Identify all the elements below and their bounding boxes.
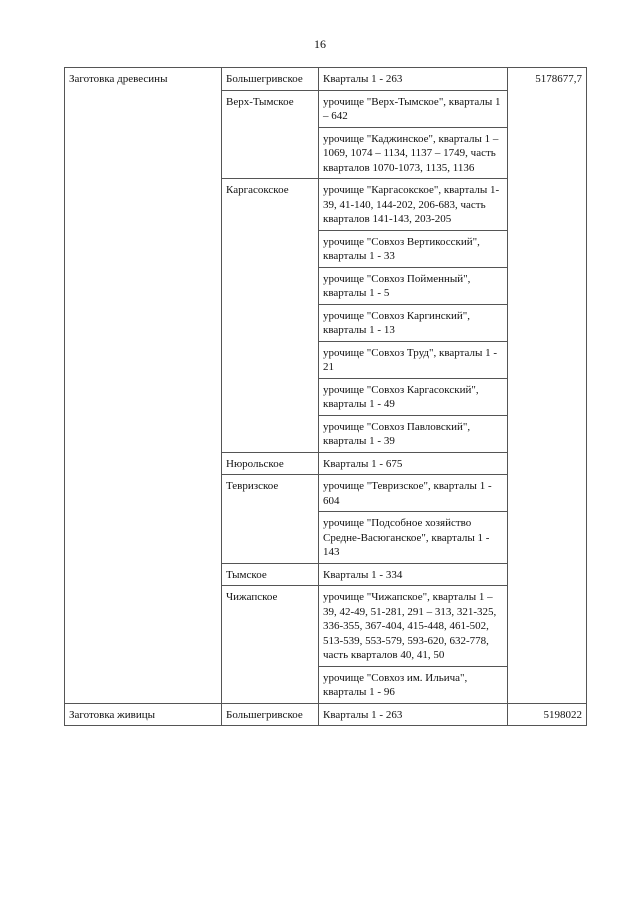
location-cell: урочище "Совхоз Пойменный", кварталы 1 - 5 [319,267,508,304]
location-cell: урочище "Верх-Тымское", кварталы 1 – 642 [319,90,508,127]
forestry-cell: Каргасокское [222,179,319,453]
location-cell: Кварталы 1 - 675 [319,452,508,475]
activity-cell: Заготовка древесины [65,68,222,704]
forestry-cell: Тевризское [222,475,319,564]
activity-cell: Заготовка живицы [65,703,222,726]
location-cell: урочище "Совхоз Каргасокский", кварталы 1 - 49 [319,378,508,415]
forest-use-table [64,67,587,726]
location-cell: урочище "Тевризское", кварталы 1 - 604 [319,475,508,512]
location-cell: урочище "Чижапское", кварталы 1 – 39, 42-49, 51-281, 291 – 313, 321-325, 336-355, 367-404, 415-448, 461-502, 513-539, 553-579, 593-620, 632-778, часть кварталов 40, 41, 50 [319,586,508,667]
forestry-cell: Верх-Тымское [222,90,319,179]
forestry-cell: Тымское [222,563,319,586]
location-cell: урочище "Совхоз Павловский", кварталы 1 - 39 [319,415,508,452]
location-cell: урочище "Совхоз Труд", кварталы 1 - 21 [319,341,508,378]
location-cell: урочище "Каджинское", кварталы 1 – 1069, 1074 – 1134, 1137 – 1749, часть кварталов 1070-1073, 1135, 1136 [319,127,508,179]
page-number: 16 [314,37,326,51]
forestry-cell: Большегривское [222,68,319,91]
location-cell: урочище "Совхоз Каргинский", кварталы 1 - 13 [319,304,508,341]
volume-cell: 5178677,7 [508,68,587,704]
location-cell: Кварталы 1 - 334 [319,563,508,586]
table-row [65,703,587,726]
location-cell: Кварталы 1 - 263 [319,703,508,726]
location-cell: урочище "Подсобное хозяйство Средне-Васюганское", кварталы 1 - 143 [319,512,508,564]
forestry-cell: Нюрольское [222,452,319,475]
location-cell: урочище "Совхоз Вертикосский", кварталы 1 - 33 [319,230,508,267]
volume-cell: 5198022 [508,703,587,726]
forestry-cell: Чижапское [222,586,319,704]
location-cell: урочище "Каргасокское", кварталы 1-39, 41-140, 144-202, 206-683, часть кварталов 141-143, 203-205 [319,179,508,231]
table-row [65,68,587,91]
location-cell: урочище "Совхоз им. Ильича", кварталы 1 - 96 [319,666,508,703]
forestry-cell: Большегривское [222,703,319,726]
location-cell: Кварталы 1 - 263 [319,68,508,91]
